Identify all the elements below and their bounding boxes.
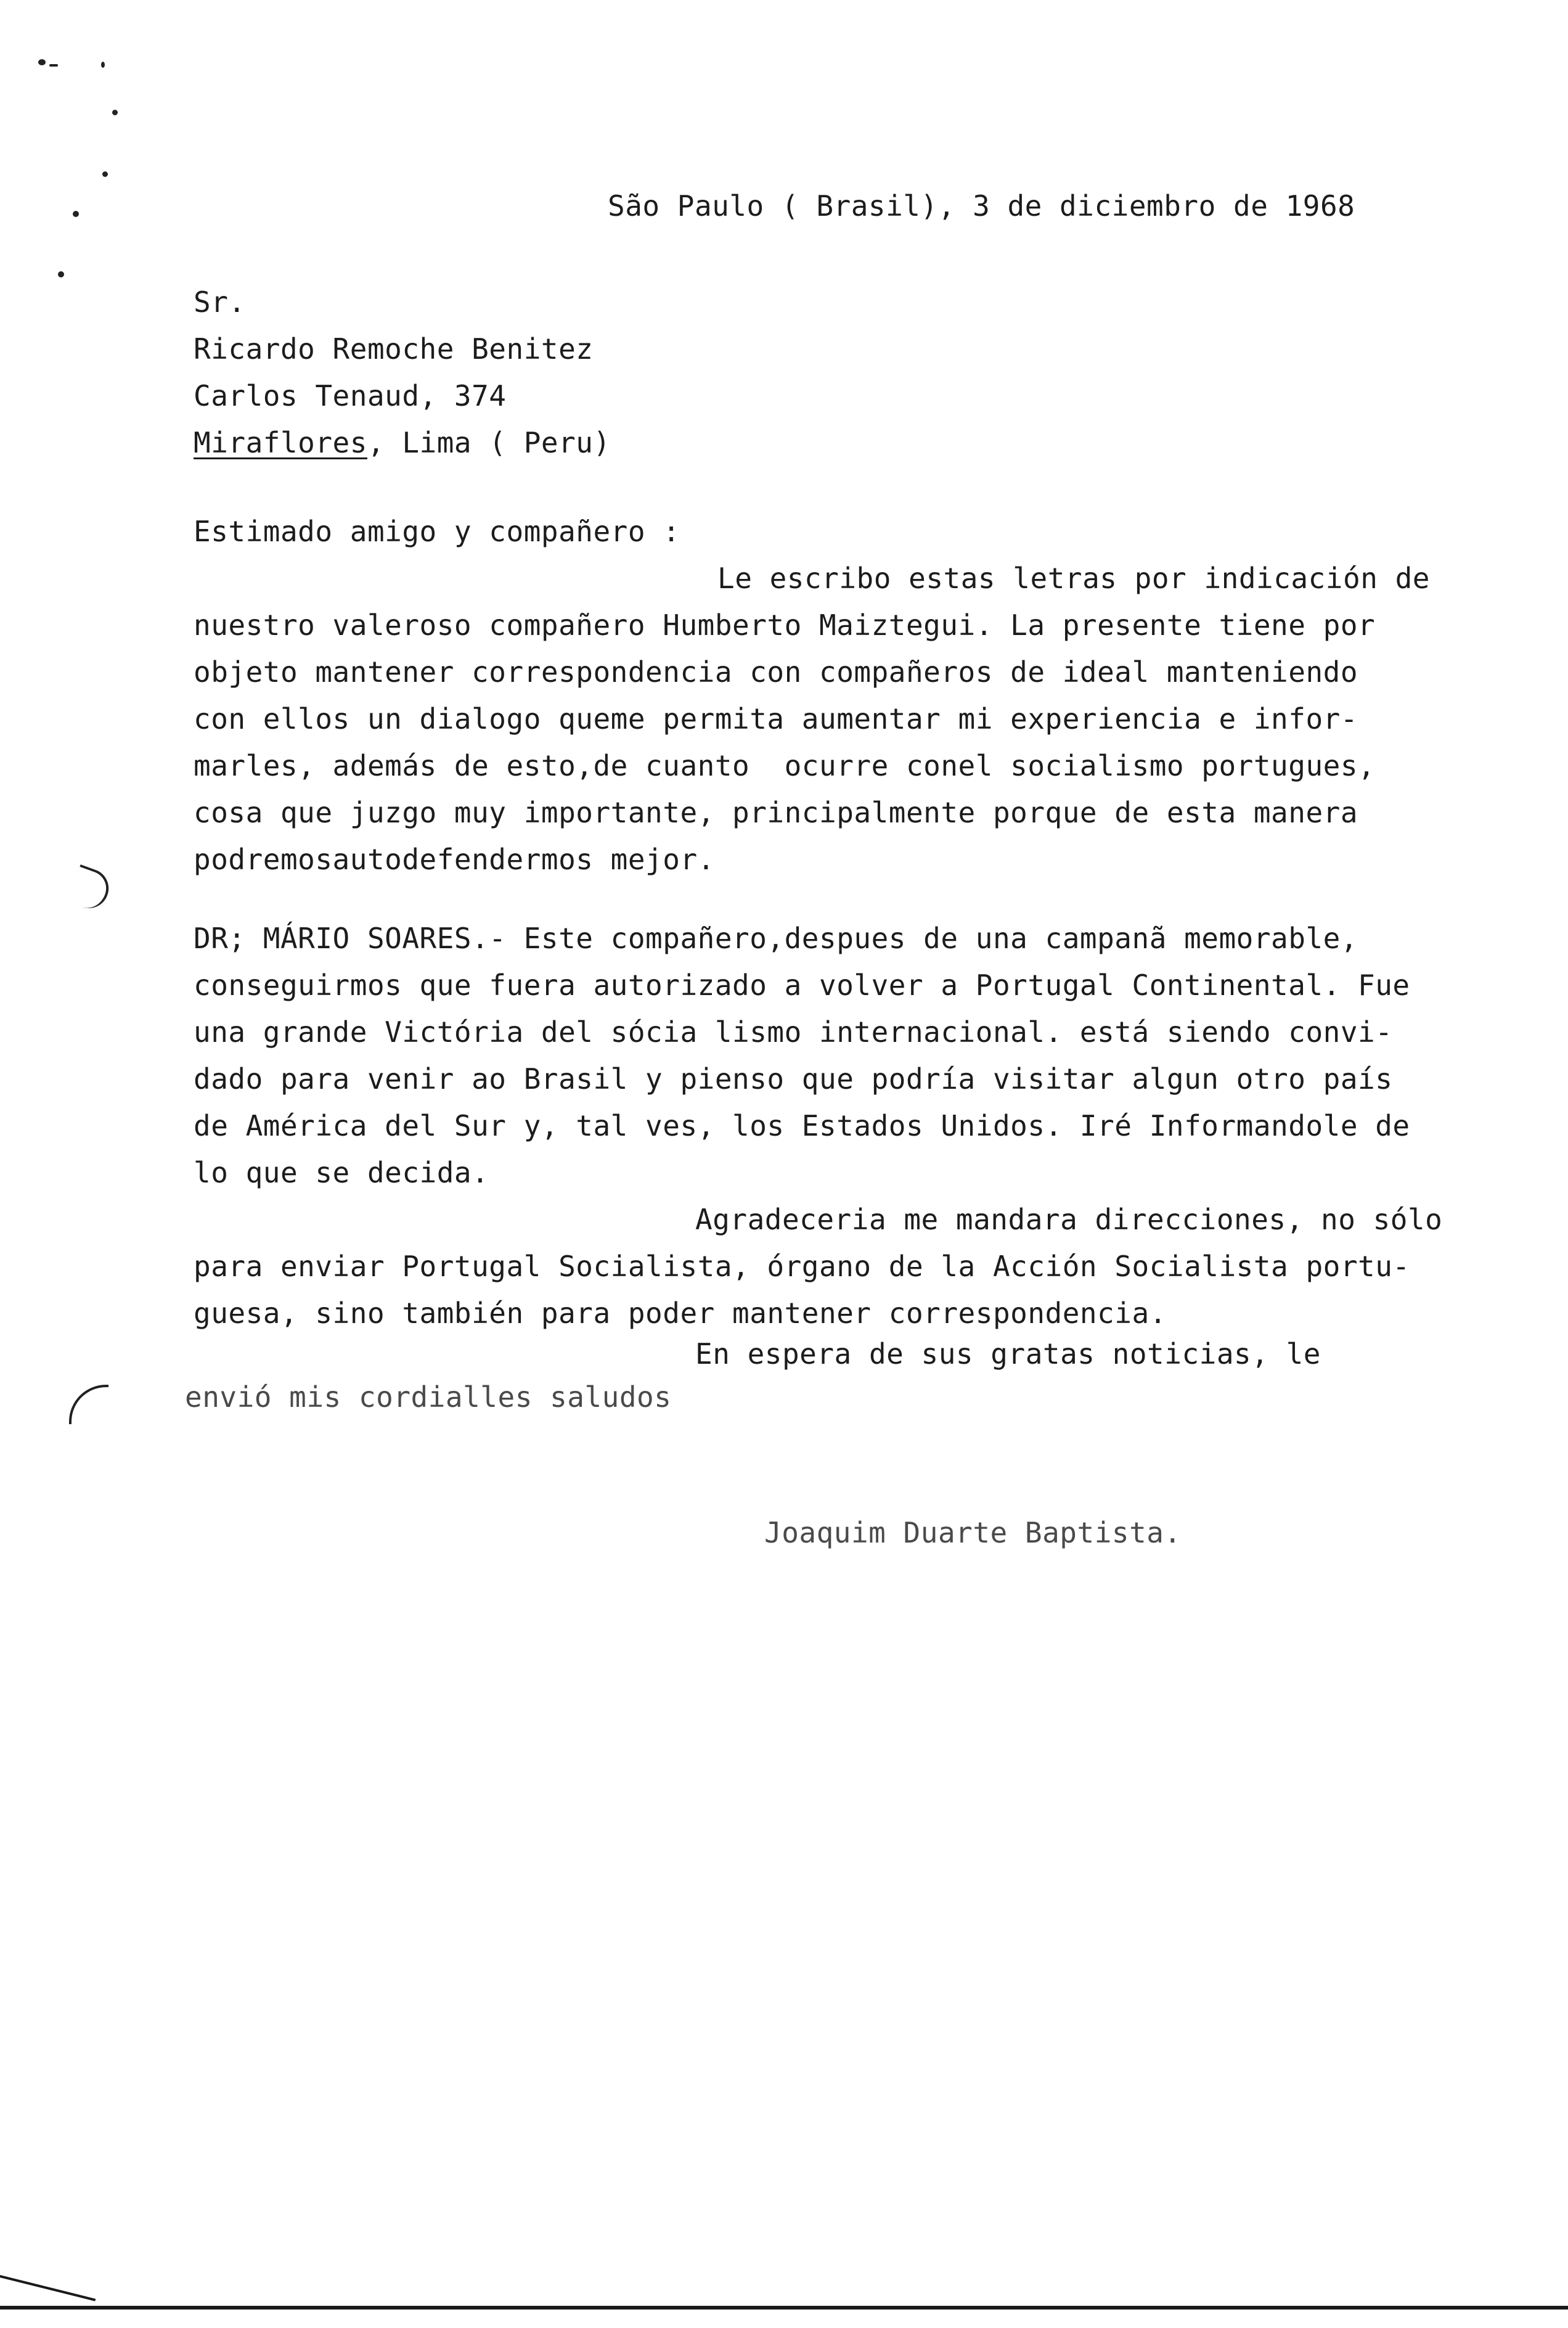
- margin-arc: [69, 1385, 108, 1424]
- margin-dot: [112, 110, 118, 115]
- recipient-district: Miraflores: [194, 426, 367, 459]
- margin-dot: [102, 171, 108, 177]
- closing-line: En espera de sus gratas noticias, le: [695, 1337, 1321, 1371]
- paragraph3-line: guesa, sino también para poder mantener correspondencia.: [194, 1297, 1167, 1330]
- margin-dot: [49, 64, 58, 67]
- page-bottom-edge: [0, 2306, 1568, 2310]
- margin-dot: [101, 62, 105, 68]
- paragraph1-line: objeto mantener correspondencia con compañeros de ideal manteniendo: [194, 655, 1358, 689]
- paragraph1-line: nuestro valeroso compañero Humberto Maiztegui. La presente tiene por: [194, 609, 1376, 642]
- date-line: São Paulo ( Brasil), 3 de diciembro de 1968: [608, 189, 1355, 223]
- paragraph1-line: cosa que juzgo muy importante, principalmente porque de esta manera: [194, 796, 1358, 829]
- page-fold-line: [0, 2275, 96, 2301]
- paragraph1-line: con ellos un dialogo queme permita aumentar mi experiencia e infor-: [194, 702, 1358, 736]
- recipient-city-rest: , Lima ( Peru): [367, 426, 611, 459]
- recipient-street: Carlos Tenaud, 374: [194, 379, 507, 412]
- signature: Joaquim Duarte Baptista.: [764, 1516, 1182, 1549]
- paragraph2-line: DR; MÁRIO SOARES.- Este compañero,despues de una campanã memorable,: [194, 922, 1358, 955]
- recipient-title: Sr.: [194, 285, 246, 319]
- paragraph2-line: dado para venir ao Brasil y pienso que podría visitar algun otro país: [194, 1062, 1393, 1096]
- margin-dot: [73, 211, 79, 217]
- paragraph3-line: para enviar Portugal Socialista, órgano de la Acción Socialista portu-: [194, 1250, 1410, 1283]
- paragraph1-line: podremosautodefendermos mejor.: [194, 843, 715, 876]
- paragraph2-line: conseguirmos que fuera autorizado a volver a Portugal Continental. Fue: [194, 969, 1410, 1002]
- paragraph1-line: Le escribo estas letras por indicación de: [717, 562, 1430, 595]
- recipient-city: [194, 419, 611, 466]
- greeting: Estimado amigo y compañero :: [194, 515, 680, 548]
- paragraph1-line: marles, además de esto,de cuanto ocurre conel socialismo portugues,: [194, 749, 1376, 782]
- recipient-name: Ricardo Remoche Benitez: [194, 332, 594, 366]
- paragraph2-line: lo que se decida.: [194, 1156, 489, 1189]
- paragraph2-line: una grande Victória del sócia lismo internacional. está siendo convi-: [194, 1015, 1393, 1049]
- paragraph3-line: Agradeceria me mandara direcciones, no sólo: [695, 1203, 1443, 1236]
- margin-dot: [38, 59, 46, 65]
- margin-dot: [58, 271, 64, 277]
- margin-arc: [67, 864, 114, 914]
- paragraph2-line: de América del Sur y, tal ves, los Estados Unidos. Iré Informandole de: [194, 1109, 1410, 1142]
- closing-line: envió mis cordialles saludos: [185, 1380, 672, 1414]
